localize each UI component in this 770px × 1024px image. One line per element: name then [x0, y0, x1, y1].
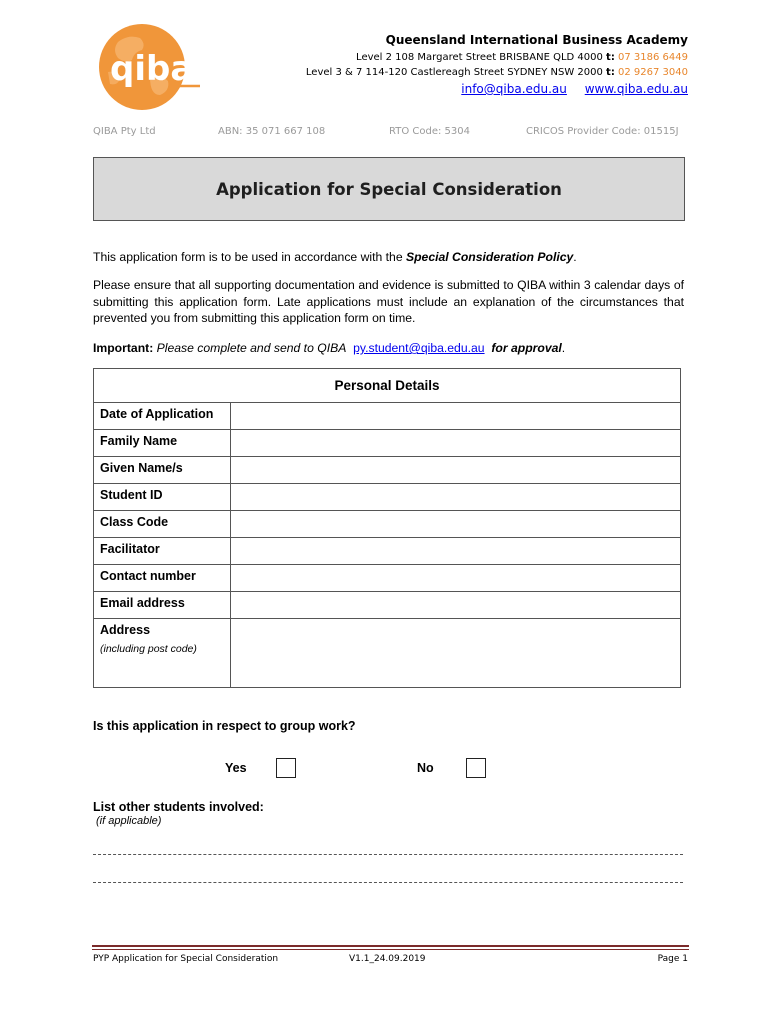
date-of-application-field[interactable] [231, 403, 680, 429]
table-row [94, 538, 680, 565]
yes-label: Yes [225, 761, 247, 775]
phone-label: t: [606, 67, 615, 78]
row-label: Address [100, 623, 151, 637]
intro-suffix: . [573, 250, 577, 264]
company-name: QIBA Pty Ltd [93, 126, 156, 137]
footer-divider [92, 945, 689, 947]
table-row [94, 403, 680, 430]
cricos-code: CRICOS Provider Code: 01515J [526, 126, 679, 137]
important-paragraph [93, 340, 684, 357]
table-row [94, 511, 680, 538]
policy-name: Special Consideration Policy [405, 250, 574, 264]
other-students-label: List other students involved: [93, 800, 264, 814]
student-id-field[interactable] [231, 484, 680, 510]
header-links [447, 82, 688, 96]
row-label: Date of Application [94, 403, 231, 429]
row-label: Family Name [94, 430, 231, 456]
facilitator-field[interactable] [231, 538, 680, 564]
table-row [94, 565, 680, 592]
yes-checkbox[interactable] [276, 758, 296, 778]
email-link[interactable]: info@qiba.edu.au [461, 82, 567, 96]
page-title: Application for Special Consideration [216, 179, 562, 199]
row-label: Email address [94, 592, 231, 618]
table-row [94, 484, 680, 511]
intro-paragraph [93, 249, 684, 266]
instructions-paragraph: Please ensure that all supporting documentation and evidence is submitted to QIBA within 3 calendar days of submitting this application form. Late applications must include an explanation of the circumstances that prevented you from submitting this application form on time. [93, 278, 684, 325]
other-students-sublabel: (if applicable) [96, 815, 162, 827]
table-row [94, 430, 680, 457]
table-row [94, 592, 680, 619]
student-email-link[interactable]: py.student@qiba.edu.au [353, 341, 485, 355]
title-box [93, 157, 685, 221]
abn: ABN: 35 071 667 108 [218, 126, 326, 137]
org-name: Queensland International Business Academy [385, 33, 688, 47]
given-names-field[interactable] [231, 457, 680, 483]
personal-details-heading: Personal Details [94, 369, 680, 403]
address-label-cell [94, 619, 231, 687]
important-label: Important: [93, 341, 154, 355]
other-students-line-2[interactable] [93, 882, 683, 883]
footer-page-number: Page 1 [657, 954, 688, 964]
other-students-line-1[interactable] [93, 854, 683, 855]
row-label: Facilitator [94, 538, 231, 564]
qiba-logo [98, 22, 202, 114]
intro-prefix: This application form is to be used in accordance with the [93, 250, 406, 264]
email-address-field[interactable] [231, 592, 680, 618]
footer-divider-thin [92, 949, 689, 950]
table-row [94, 619, 680, 687]
sydney-address-line [306, 67, 688, 78]
phone-label: t: [606, 52, 615, 63]
important-end: . [561, 341, 566, 355]
sydney-phone: 02 9267 3040 [618, 67, 688, 78]
row-label: Contact number [94, 565, 231, 591]
rto-code: RTO Code: 5304 [389, 126, 470, 137]
footer-doc-title: PYP Application for Special Consideration [93, 954, 279, 964]
brisbane-phone: 07 3186 6449 [618, 52, 688, 63]
row-label: Given Name/s [94, 457, 231, 483]
personal-details-table [93, 368, 681, 688]
row-label: Class Code [94, 511, 231, 537]
table-row [94, 457, 680, 484]
footer-version: V1.1_24.09.2019 [349, 954, 426, 964]
no-checkbox[interactable] [466, 758, 486, 778]
website-link[interactable]: www.qiba.edu.au [584, 82, 688, 96]
group-work-question: Is this application in respect to group work? [93, 719, 356, 733]
no-label: No [417, 761, 434, 775]
brisbane-address: Level 2 108 Margaret Street BRISBANE QLD 4000 [356, 52, 603, 63]
contact-number-field[interactable] [231, 565, 680, 591]
class-code-field[interactable] [231, 511, 680, 537]
important-text: Please complete and send to QIBA [156, 341, 347, 355]
row-sublabel: (including post code) [100, 643, 197, 655]
sydney-address: Level 3 & 7 114-120 Castlereagh Street SYDNEY NSW 2000 [305, 67, 603, 78]
approval-text: for approval [491, 341, 562, 355]
row-label: Student ID [94, 484, 231, 510]
logo-text: qiba [110, 49, 194, 89]
address-field[interactable] [231, 619, 680, 687]
brisbane-address-line [356, 52, 688, 63]
family-name-field[interactable] [231, 430, 680, 456]
